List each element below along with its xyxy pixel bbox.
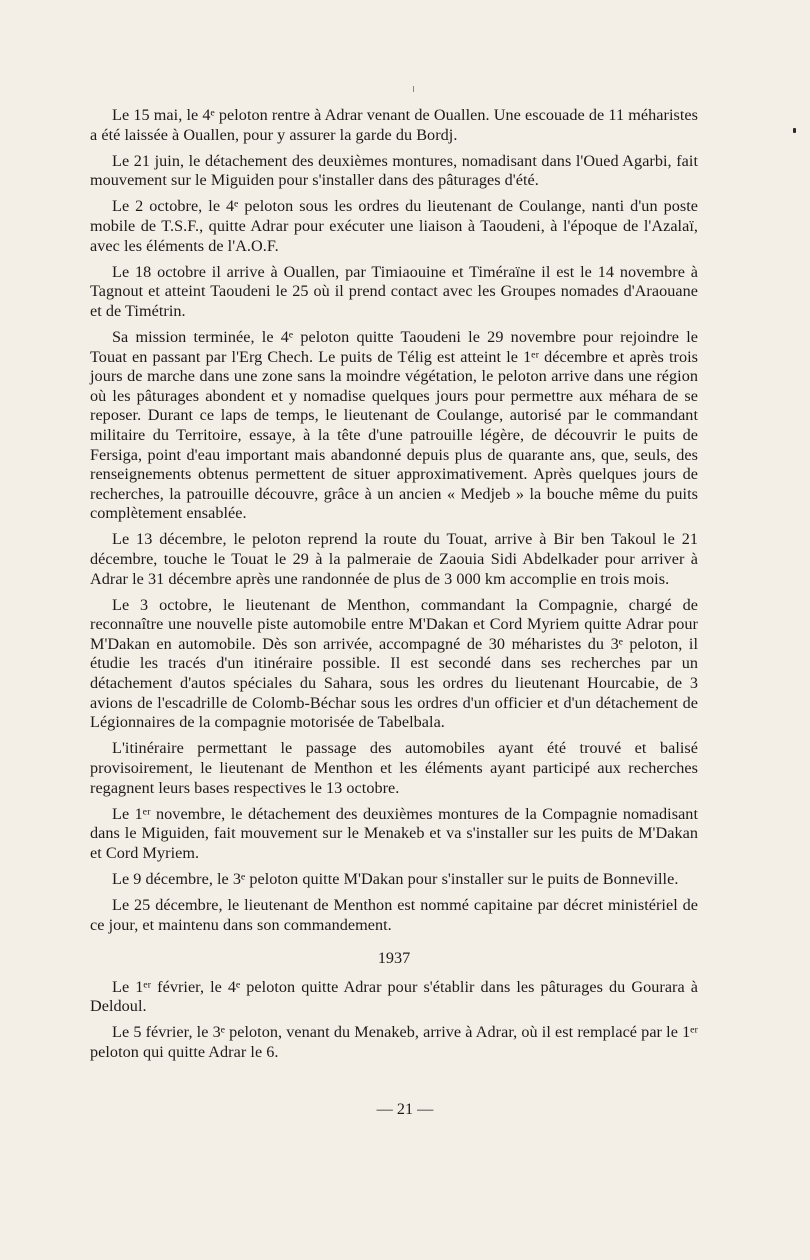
margin-ink-dot [793,128,796,133]
paragraph-5-fevrier: Le 5 février, le 3ᵉ peloton, venant du Menakeb, arrive à Adrar, où il est remplacé par le 1ᵉʳ peloton qui quitte Adrar le 6. [90,1023,698,1062]
paragraph-3-octobre: Le 3 octobre, le lieutenant de Menthon, commandant la Compagnie, chargé de reconnaître une nouvelle piste automobile entre M'Dakan et Cord Myriem quitte Adrar pour M'Dakan en automobile. Dès son arrivée, accompagné de 30 méharistes du 3ᵉ peloton, il étudie les tracés d'un itinéraire possible. Il est secondé dans ses recherches par un détachement d'autos spéciales du Sahara, sous les ordres du lieutenant Hourcabie, de 3 avions de l'escadrille de Colomb-Béchar sous les ordres d'un officier et d'un détachement de Légionnaires de la compagnie motorisée de Tabelbala. [90,595,698,732]
paragraph-9-decembre: Le 9 décembre, le 3ᵉ peloton quitte M'Dakan pour s'installer sur le puits de Bonneville. [112,869,679,888]
paragraph-mission-terminee: Sa mission terminée, le 4ᵉ peloton quitte Taoudeni le 29 novembre pour rejoindre le Touat en passant par l'Erg Chech. Le puits de Télig est atteint le 1ᵉʳ décembre et après trois jours de marche dans une zone sans la moindre végétation, le peloton arrive dans une région où les pâturages abondent et y nomadise quelques jours pour permettre aux méhara de se reposer. Durant ce laps de temps, le lieutenant de Coulange, autorisé par le commandant militaire du Territoire, essaye, à la tête d'une patrouille légère, de découvrir le puits de Fersiga, point d'eau important mais abandonné depuis plus de quarante ans, que, seuls, des renseignements obtenus permettent de situer approximativement. Après quelques jours de recherches, la patrouille découvre, grâce à un ancien « Medjeb » la bouche même du puits complètement ensablée. [90,327,698,523]
paragraph-itineraire: L'itinéraire permettant le passage des automobiles ayant été trouvé et balisé provisoirement, le lieutenant de Menthon et les éléments ayant participé aux recherches regagnent leurs bases respectives le 13 octobre. [90,739,698,797]
paragraph-18-octobre: Le 18 octobre il arrive à Ouallen, par Timiaouine et Timéraïne il est le 14 novembre à Tagnout et atteint Taoudeni le 25 où il prend contact avec les Groupes nomades d'Araouane et de Timétrin. [90,262,698,320]
paragraph-1er-fevrier: Le 1ᵉʳ février, le 4ᵉ peloton quitte Adrar pour s'établir dans les pâturages du Gourara à Deldoul. [90,977,698,1016]
year-heading: 1937 [377,949,411,968]
paragraph-21-juin: Le 21 juin, le détachement des deuxièmes montures, nomadisant dans l'Oued Agarbi, fait mouvement sur le Miguiden pour s'installer dans des pâturages d'été. [90,151,698,190]
margin-tick-mark [413,86,414,92]
page-body [90,106,698,1069]
paragraph-25-decembre: Le 25 décembre, le lieutenant de Menthon est nommé capitaine par décret ministériel de ce jour, et maintenu dans son commandement. [90,895,698,934]
paragraph-2-octobre: Le 2 octobre, le 4ᵉ peloton sous les ordres du lieutenant de Coulange, nanti d'un poste mobile de T.S.F., quitte Adrar pour exécuter une liaison à Taoudeni, à l'époque de l'Azalaï, avec les éléments de l'A.O.F. [90,197,698,255]
page-number: — 21 — [376,1100,434,1118]
paragraph-15-mai: Le 15 mai, le 4ᵉ peloton rentre à Adrar venant de Ouallen. Une escouade de 11 méharistes a été laissée à Ouallen, pour y assurer la garde du Bordj. [90,106,698,144]
paragraph-1er-novembre: Le 1ᵉʳ novembre, le détachement des deuxièmes montures de la Compagnie nomadisant dans le Miguiden, fait mouvement sur le Menakeb et va s'installer sur les puits de M'Dakan et Cord Myriem. [90,804,698,862]
paragraph-13-decembre: Le 13 décembre, le peloton reprend la route du Touat, arrive à Bir ben Takoul le 21 décembre, touche le Touat le 29 à la palmeraie de Zaouia Sidi Abdelkader pour arriver à Adrar le 31 décembre après une randonnée de plus de 3 000 km accomplie en trois mois. [90,530,698,588]
